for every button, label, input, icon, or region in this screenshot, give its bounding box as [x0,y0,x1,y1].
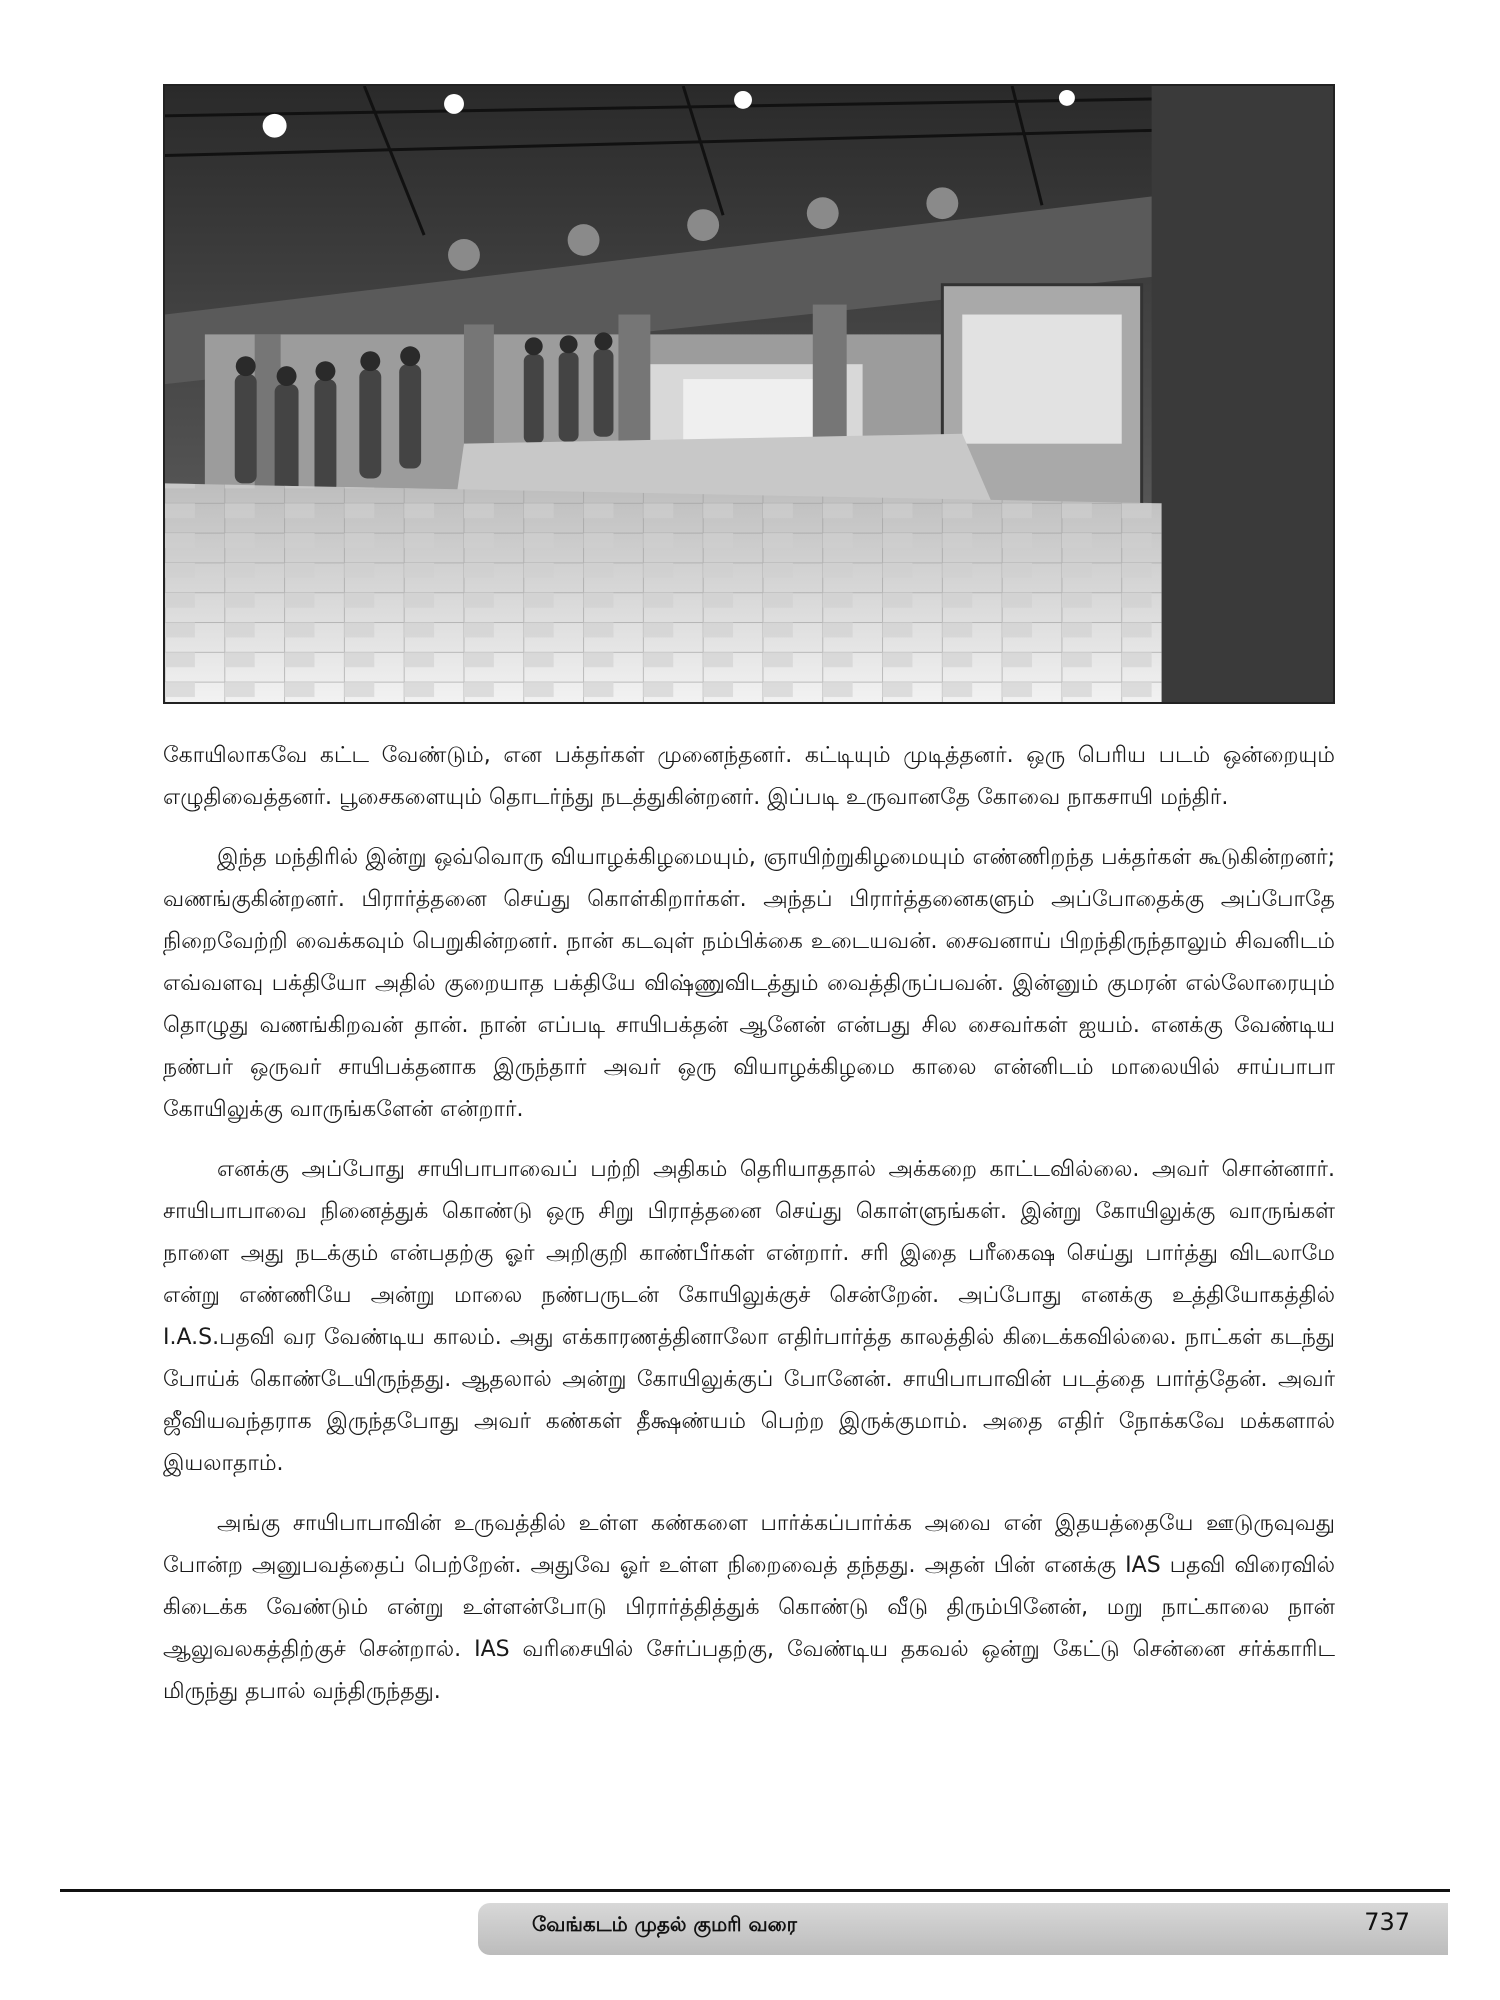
footer-book-title: வேங்கடம் முதல் குமரி வரை [532,1912,797,1936]
paragraph-4: அங்கு சாயிபாபாவின் உருவத்தில் உள்ள கண்களை பார்க்கப்பார்க்க அவை என் இதயத்தையே ஊடுருவுவது போன்ற அனுபவத்தைப் பெற்றேன். அதுவே ஓர் உள்ள நிறைவைத் தந்தது. அதன் பின் எனக்கு IAS பதவி விரைவில் கிடைக்க வேண்டும் என்று உள்ளன்போடு பிரார்த்தித்துக் கொண்டு வீடு திரும்பினேன், மறு நாட்காலை நான் ஆலுவலகத்திற்குச் சென்றால். IAS வரிசையில் சேர்ப்பதற்கு, வேண்டிய தகவல் ஒன்று கேட்டு சென்னை சர்க்காரிட மிருந்து தபால் வந்திருந்தது. [163,1511,1335,1704]
footer-divider [60,1889,1450,1892]
paragraph-1: கோயிலாகவே கட்ட வேண்டும், என பக்தர்கள் முனைந்தனர். கட்டியும் முடித்தனர். ஒரு பெரிய படம் ஒன்றையும் எழுதிவைத்தனர். பூசைகளையும் தொடர்ந்து நடத்துகின்றனர். இப்படி உருவானதே கோவை நாகசாயி மந்திர். [163,743,1335,810]
article-body [163,735,1335,1731]
page-number: 737 [1364,1908,1410,1936]
paragraph-2: இந்த மந்திரில் இன்று ஒவ்வொரு வியாழக்கிழமையும், ஞாயிற்றுகிழமையும் எண்ணிறந்த பக்தர்கள் கூடுகின்றனர்; வணங்குகின்றனர். பிரார்த்தனை செய்து கொள்கிறார்கள். அந்தப் பிரார்த்தனைகளும் அப்போதைக்கு அப்போதே நிறைவேற்றி வைக்கவும் பெறுகின்றனர். நான் கடவுள் நம்பிக்கை உடையவன். சைவனாய் பிறந்திருந்தாலும் சிவனிடம் எவ்வளவு பக்தியோ அதில் குறையாத பக்தியே விஷ்ணுவிடத்தும் வைத்திருப்பவன். இன்னும் குமரன் எல்லோரையும் தொழுது வணங்கிறவன் தான். நான் எப்படி சாயிபக்தன் ஆனேன் என்பது சில சைவர்கள் ஐயம். எனக்கு வேண்டிய நண்பர் ஒருவர் சாயிபக்தனாக இருந்தார் அவர் ஒரு வியாழக்கிழமை காலை என்னிடம் மாலையில் சாய்பாபா கோயிலுக்கு வாருங்களேன் என்றார். [163,845,1335,1122]
temple-photo-icon [165,86,1333,702]
paragraph-3: எனக்கு அப்போது சாயிபாபாவைப் பற்றி அதிகம் தெரியாததால் அக்கறை காட்டவில்லை. அவர் சொன்னார். சாயிபாபாவை நினைத்துக் கொண்டு ஒரு சிறு பிராத்தனை செய்து கொள்ளுங்கள். இன்று கோயிலுக்கு வாருங்கள் நாளை அது நடக்கும் என்பதற்கு ஓர் அறிகுறி காண்பீர்கள் என்றார். சரி இதை பரீகைஷ செய்து பார்த்து விடலாமே என்று எண்ணியே அன்று மாலை நண்பருடன் கோயிலுக்குச் சென்றேன். அப்போது எனக்கு உத்தியோகத்தில் I.A.S.பதவி வர வேண்டிய காலம். அது எக்காரணத்தினாலோ எதிர்பார்த்த காலத்தில் கிடைக்கவில்லை. நாட்கள் கடந்து போய்க் கொண்டேயிருந்தது. ஆதலால் அன்று கோயிலுக்குப் போனேன். சாயிபாபாவின் படத்தை பார்த்தேன். அவர் ஜீவியவந்தராக இருந்தபோது அவர் கண்கள் தீக்ஷண்யம் பெற்ற இருக்குமாம். அதை எதிர் நோக்கவே மக்களால் இயலாதாம். [163,1157,1335,1476]
temple-photo [163,84,1335,704]
